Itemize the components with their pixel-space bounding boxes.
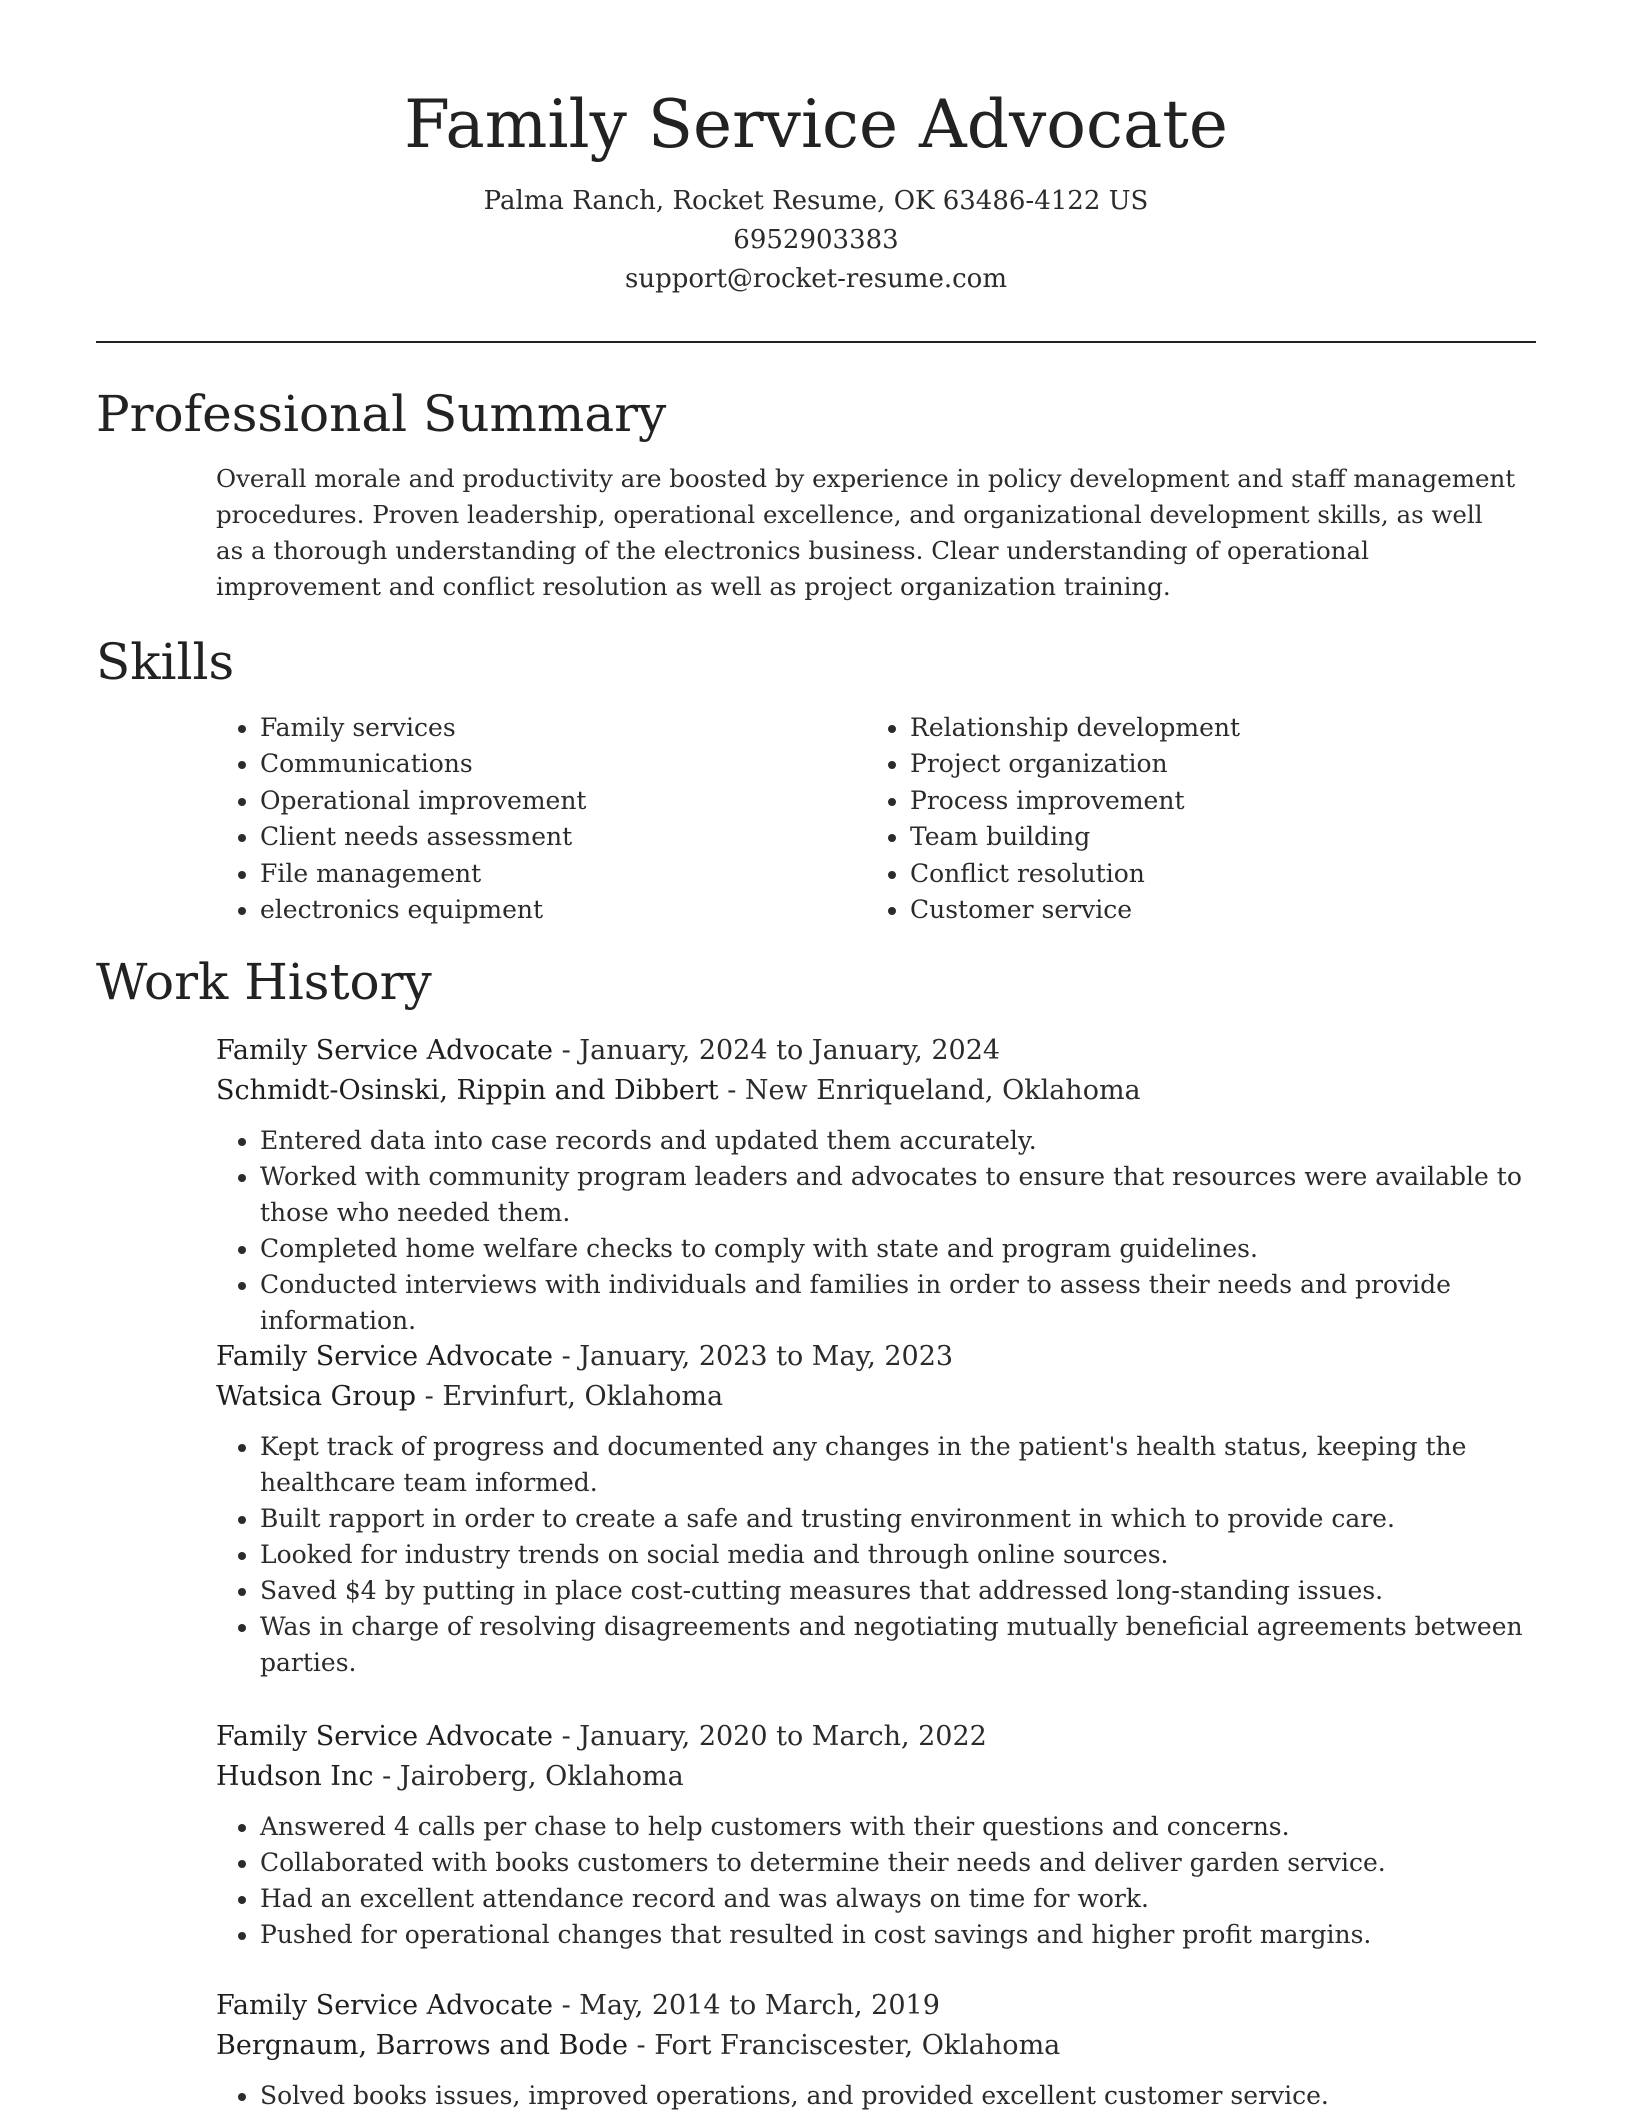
job-bullets (216, 1123, 1560, 1339)
job-location: - New Enriqueland, Oklahoma (718, 1075, 1141, 1106)
summary-heading: Professional Summary (96, 385, 667, 443)
skill-item: • Relationship development (910, 710, 1510, 746)
job-dates: - January, 2024 to January, 2024 (553, 1035, 1001, 1066)
job-bullet: • Was in charge of resolving disagreements and negotiating mutually beneficial agreements between parties. (260, 1609, 1560, 1681)
job-company: Watsica Group (216, 1381, 417, 1412)
job-entry (216, 1031, 1536, 1339)
skill-item: • electronics equipment (260, 892, 860, 928)
job-bullet: • Answered 4 calls per chase to help customers with their questions and concerns. (260, 1809, 1560, 1845)
job-company-line (216, 1071, 1536, 1111)
job-entry (216, 1717, 1536, 1953)
job-role: Family Service Advocate (216, 1721, 553, 1752)
skill-item: • Process improvement (910, 783, 1510, 819)
contact-phone: 6952903383 (733, 225, 899, 255)
job-bullet: • Pushed for operational changes that resulted in cost savings and higher profit margins. (260, 1917, 1560, 1953)
skill-item: • Family services (260, 710, 860, 746)
job-company-line (216, 2026, 1536, 2066)
contact-email: support@rocket-resume.com (624, 264, 1007, 294)
job-role: Family Service Advocate (216, 1990, 553, 2021)
contact-address: Palma Ranch, Rocket Resume, OK 63486-4122 US (483, 186, 1149, 216)
skill-item: • Project organization (910, 746, 1510, 782)
job-bullets (216, 1429, 1560, 1681)
job-bullet: • Had an excellent attendance record and was always on time for work. (260, 1881, 1560, 1917)
job-bullet: • Completed home welfare checks to comply with state and program guidelines. (260, 1231, 1560, 1267)
job-bullet: • Solved books issues, improved operations, and provided excellent customer service. (260, 2078, 1560, 2114)
job-entry (216, 1986, 1536, 2114)
job-company: Hudson Inc (216, 1761, 374, 1792)
job-title-line (216, 1717, 1536, 1757)
job-dates: - January, 2023 to May, 2023 (553, 1341, 954, 1372)
skill-item: • Operational improvement (260, 783, 860, 819)
job-title-line (216, 1337, 1536, 1377)
skill-item: • Conflict resolution (910, 856, 1510, 892)
job-bullets (216, 2078, 1560, 2114)
skills-column-1 (216, 710, 860, 928)
job-bullet: • Conducted interviews with individuals and families in order to assess their needs and provide information. (260, 1267, 1560, 1339)
job-company: Bergnaum, Barrows and Bode (216, 2030, 628, 2061)
job-bullet: • Kept track of progress and documented any changes in the patient's health status, keeping the healthcare team informed. (260, 1429, 1560, 1501)
job-entry (216, 1337, 1536, 1681)
job-dates: - January, 2020 to March, 2022 (553, 1721, 987, 1752)
skill-item: • Client needs assessment (260, 819, 860, 855)
job-bullets (216, 1809, 1560, 1953)
summary-text: Overall morale and productivity are boosted by experience in policy development and staff management procedures. Proven leadership, operational excellence, and organizational development skills, as well as a thorough understanding of the electronics business. Clear understanding of operational improvement and conflict resolution as well as project organization training. (216, 464, 1516, 601)
resume-header (96, 80, 1536, 299)
header-divider (96, 341, 1536, 343)
job-location: - Jairoberg, Oklahoma (373, 1761, 684, 1792)
job-bullet: • Entered data into case records and updated them accurately. (260, 1123, 1560, 1159)
job-location: - Fort Franciscester, Oklahoma (627, 2030, 1061, 2061)
job-company-line (216, 1757, 1536, 1797)
candidate-name: Family Service Advocate (404, 86, 1228, 163)
job-bullet: • Saved $4 by putting in place cost-cutting measures that addressed long-standing issues. (260, 1573, 1560, 1609)
skill-item: • Team building (910, 819, 1510, 855)
skill-item: • Customer service (910, 892, 1510, 928)
job-title-line (216, 1986, 1536, 2026)
job-bullet: • Looked for industry trends on social media and through online sources. (260, 1537, 1560, 1573)
skill-item: • Communications (260, 746, 860, 782)
job-title-line (216, 1031, 1536, 1071)
skills-heading: Skills (96, 633, 235, 691)
job-company-line (216, 1377, 1536, 1417)
job-location: - Ervinfurt, Oklahoma (416, 1381, 724, 1412)
job-dates: - May, 2014 to March, 2019 (553, 1990, 940, 2021)
job-bullet: • Collaborated with books customers to determine their needs and deliver garden service. (260, 1845, 1560, 1881)
job-bullet: • Built rapport in order to create a safe and trusting environment in which to provide care. (260, 1501, 1560, 1537)
job-role: Family Service Advocate (216, 1341, 553, 1372)
skills-column-2 (866, 710, 1510, 928)
job-role: Family Service Advocate (216, 1035, 553, 1066)
work-history-heading: Work History (96, 953, 432, 1011)
job-bullet: • Worked with community program leaders and advocates to ensure that resources were available to those who needed them. (260, 1159, 1560, 1231)
skill-item: • File management (260, 856, 860, 892)
job-company: Schmidt-Osinski, Rippin and Dibbert (216, 1075, 719, 1106)
